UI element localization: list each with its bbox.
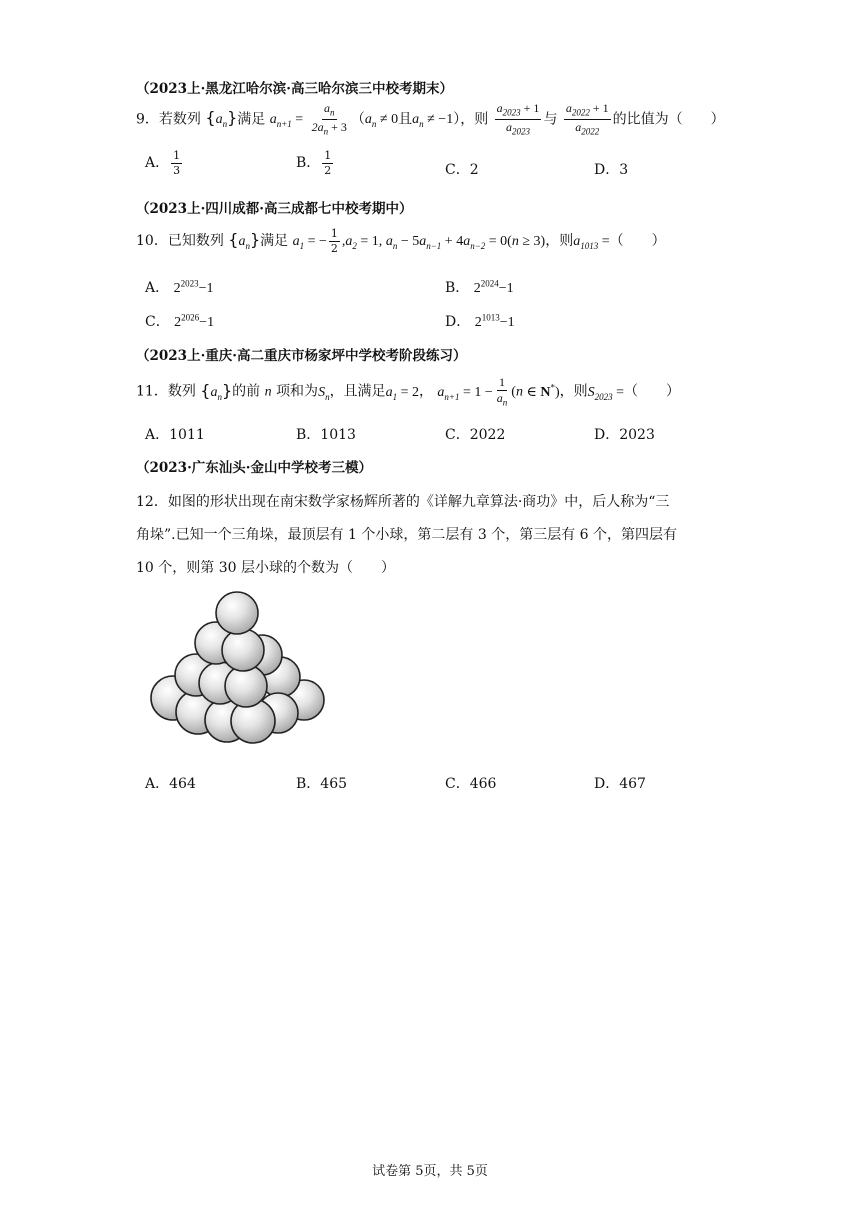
question-12-line-1: 12．如图的形状出现在南宋数学家杨辉所著的《详解九章算法·商功》中，后人称为“三 — [136, 494, 670, 510]
option-b[interactable]: B． $\frac{1}{2}$ — [296, 149, 332, 177]
question-number: 10． — [136, 233, 168, 250]
option-a[interactable]: A． $2^{2023}-1$ — [145, 278, 214, 296]
question-number: 11． — [136, 383, 168, 400]
question-10: 10．已知数列 $\{a_n\}$满足 $a_1$ = − $\frac{1}{2}$ $,a_2 = 1$, $a_n - 5a_{n-1} + 4a_{n-2} = 0(n \ge 3)$，则$a_{1013}$ =（ ） — [136, 227, 666, 255]
option-b[interactable]: B． $2^{2024}-1$ — [445, 278, 514, 296]
question-12-line-2: 角垛”.已知一个三角垛，最顶层有 1 个小球，第二层有 3 个，第三层有 6 个，第四层有 — [136, 527, 678, 543]
question-number: 12． — [136, 494, 168, 510]
page-footer: 试卷第 5页，共 5页 — [372, 1164, 488, 1179]
source-q11: （2023上·重庆·高二重庆市杨家坪中学校考阶段练习） — [136, 348, 467, 364]
option-d[interactable]: D．2023 — [594, 427, 655, 443]
option-a[interactable]: A．464 — [145, 776, 196, 792]
option-d[interactable]: D．3 — [594, 162, 629, 178]
option-c[interactable]: C．2 — [445, 162, 479, 178]
option-c[interactable]: C． $2^{2026}-1$ — [145, 312, 215, 330]
question-9: 9．若数列 $\{a_n\}$满足 $a_{n+1}$ = $\frac{a_n}{2a_n + 3}$ （$a_n \ne 0$且$a_n \ne -1$），则 $\frac{a_{2023} + 1}{a_{2023}}$ 与 $\frac{a_{2022} + 1}{a_{2022}}$ 的比值为（ ） — [136, 101, 725, 137]
ball — [216, 592, 258, 634]
option-d[interactable]: D． $2^{1013}-1$ — [445, 312, 515, 330]
question-11: 11．数列 $\{a_n\}$的前 n 项和为$S_n$，且满足$a_1 = 2$， $a_{n+1} = 1$ − $\frac{1}{a_n}$ (n ∈ N*)，则$S_{2023}$ =（ ） — [136, 375, 681, 407]
option-a[interactable]: A． $\frac{1}{3}$ — [145, 149, 181, 177]
option-c[interactable]: C．2022 — [445, 427, 506, 443]
source-q9: （2023上·黑龙江哈尔滨·高三哈尔滨三中校考期末） — [136, 81, 453, 97]
option-b[interactable]: B．465 — [296, 776, 348, 792]
option-a[interactable]: A．1011 — [145, 427, 205, 443]
option-b[interactable]: B．1013 — [296, 427, 356, 443]
question-12-line-3: 10 个，则第 30 层小球的个数为（ ） — [136, 560, 395, 576]
option-c[interactable]: C．466 — [445, 776, 497, 792]
source-q10: （2023上·四川成都·高三成都七中校考期中） — [136, 201, 413, 217]
question-number: 9． — [136, 111, 159, 128]
ball — [222, 629, 264, 671]
option-d[interactable]: D．467 — [594, 776, 646, 792]
triangle-ball-stack-figure — [140, 585, 340, 750]
source-q12: （2023·广东汕头·金山中学校考三模） — [136, 460, 372, 476]
